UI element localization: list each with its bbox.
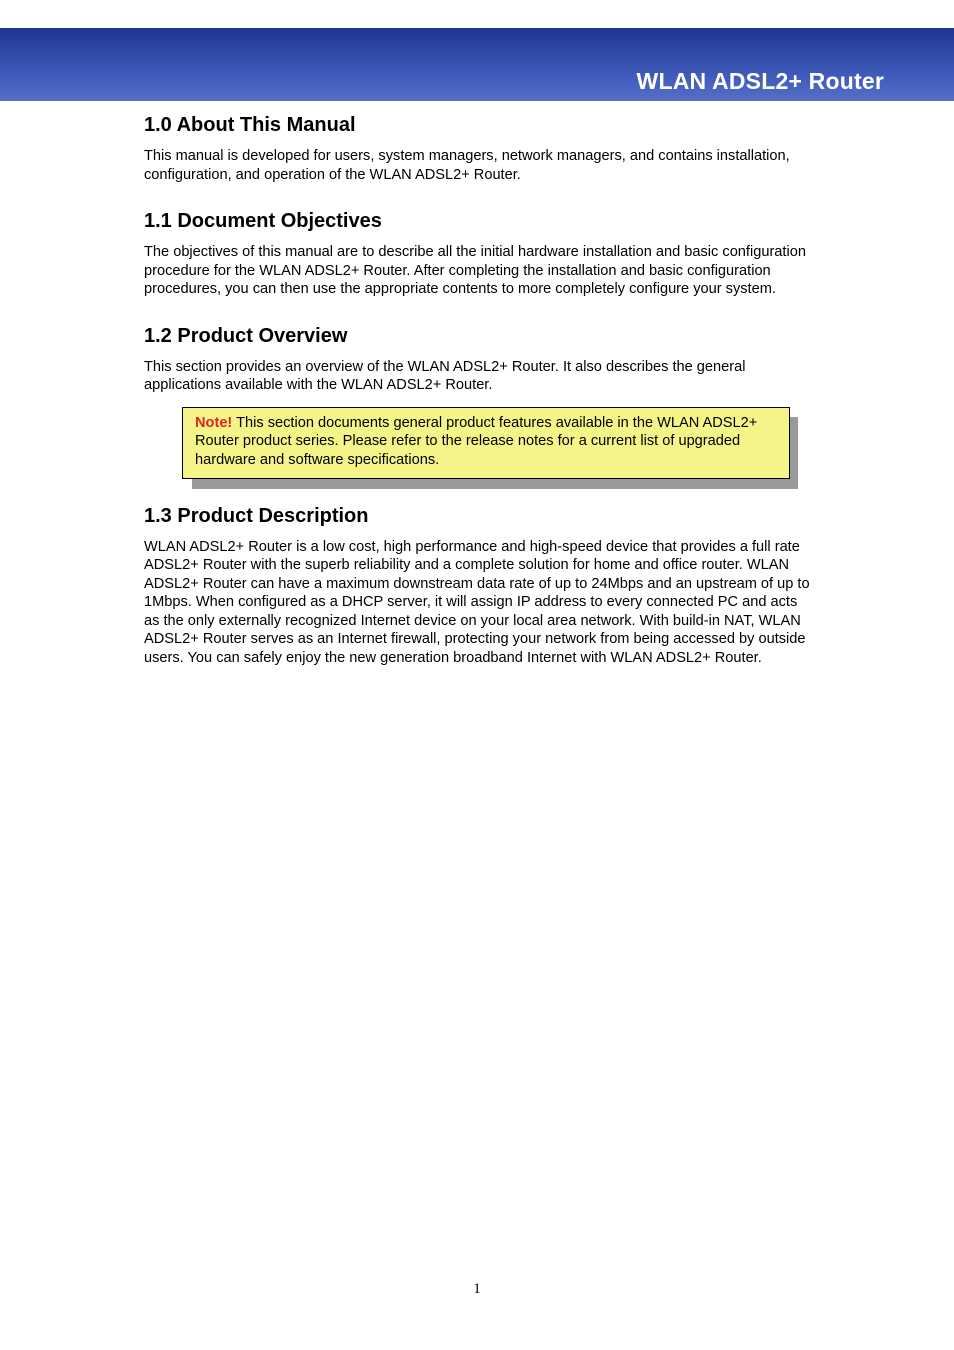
note-box: [182, 407, 790, 479]
document-title: WLAN ADSL2+ Router: [636, 68, 884, 94]
header-band: [0, 28, 954, 101]
section-product-overview: [144, 323, 816, 481]
section-body: The objectives of this manual are to describe all the initial hardware installation and basic configuration procedure for the WLAN ADSL2+ Router. After completing the installation and basic configuration procedures, you can then use the appropriate contents to more completely configure your system.: [144, 244, 806, 297]
section-body: This section provides an overview of the WLAN ADSL2+ Router. It also describes the general applications available with the WLAN ADSL2+ Router.: [144, 358, 746, 393]
main-content: [144, 112, 816, 701]
section-heading: 1.2 Product Overview: [144, 324, 348, 347]
section-body: WLAN ADSL2+ Router is a low cost, high performance and high-speed device that provides a full rate ADSL2+ Router with the superb reliability and a complete solution for home and office router. WLAN ADSL2+ Router can have a maximum downstream data rate of up to 24Mbps and an upstream of up to 1Mbps. When configured as a DHCP server, it will assign IP address to every connected PC and acts as the only externally recognized Internet device on your local area network. With build-in NAT, WLAN ADSL2+ Router serves as an Internet firewall, protecting your network from being accessed by outside users. You can safely enjoy the new generation broadband Internet with WLAN ADSL2+ Router.: [144, 538, 810, 666]
note-label: Note!: [195, 414, 233, 431]
section-heading: 1.1 Document Objectives: [144, 210, 382, 232]
note-text: This section documents general product features available in the WLAN ADSL2+ Router product series. Please refer to the release notes for a current list of upgraded hardware and software specifications.: [195, 414, 758, 468]
section-heading: 1.0 About This Manual: [144, 114, 356, 136]
page-number: 1: [473, 1281, 481, 1297]
note-callout: [182, 407, 790, 481]
section-document-objectives: [144, 208, 816, 299]
section-product-description: [144, 503, 816, 668]
section-body: This manual is developed for users, system managers, network managers, and contains installation, configuration, and operation of the WLAN ADSL2+ Router.: [144, 148, 790, 183]
section-heading: 1.3 Product Description: [144, 504, 369, 527]
section-about-manual: [144, 112, 816, 184]
